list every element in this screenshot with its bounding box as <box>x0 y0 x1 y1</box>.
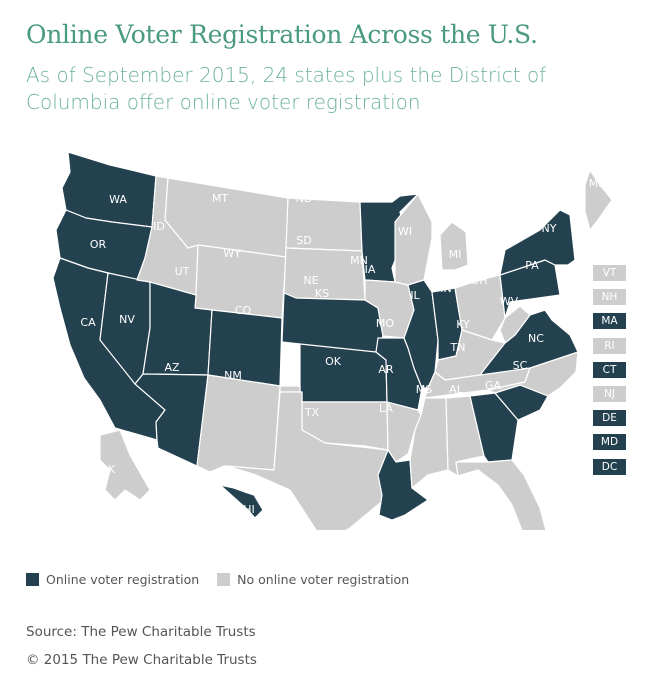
small-state-nj: NJ <box>593 386 626 402</box>
us-map <box>0 130 650 530</box>
small-state-de: DE <box>593 410 626 426</box>
state-nm <box>197 375 280 472</box>
state-label-co: CO <box>234 304 252 317</box>
state-label-il: IL <box>410 289 420 302</box>
source-note: Source: The Pew Charitable Trusts <box>26 624 256 640</box>
legend-item-online <box>26 572 199 587</box>
legend-label-no-online: No online voter registration <box>237 572 410 587</box>
state-label-wv: WV <box>499 295 519 308</box>
legend-label-online: Online voter registration <box>46 572 200 587</box>
legend-item-no-online <box>217 572 409 587</box>
state-ks <box>300 344 387 402</box>
state-label-mn: MN <box>350 254 368 267</box>
state-label-hi: HI <box>243 503 255 516</box>
state-label-me: ME <box>588 177 606 190</box>
state-label-ne: NE <box>303 274 319 287</box>
state-label-mi: MI <box>448 248 462 261</box>
state-label-pa: PA <box>525 259 539 272</box>
small-state-md: MD <box>593 434 626 450</box>
state-label-ca: CA <box>80 316 96 329</box>
state-label-nd: ND <box>295 192 313 205</box>
state-label-ny: NY <box>541 222 557 235</box>
legend-swatch-no-online <box>217 573 230 586</box>
chart-title: Online Voter Registration Across the U.S. <box>26 20 538 49</box>
small-state-dc: DC <box>593 459 626 475</box>
state-label-ak: AK <box>100 463 116 476</box>
state-label-ms: MS <box>415 383 433 396</box>
small-state-ri: RI <box>593 338 626 354</box>
state-co <box>208 310 282 386</box>
state-label-wa: WA <box>109 193 127 206</box>
state-label-mo: MO <box>375 317 395 330</box>
state-label-ks: KS <box>314 287 330 300</box>
small-states-list <box>593 265 626 483</box>
state-label-in: IN <box>440 282 452 295</box>
state-label-az: AZ <box>164 361 180 374</box>
legend <box>26 572 427 587</box>
state-label-sc: SC <box>512 359 528 372</box>
state-label-ia: IA <box>364 263 376 276</box>
state-label-al: AL <box>449 383 463 396</box>
legend-swatch-online <box>26 573 39 586</box>
state-fl <box>456 460 548 530</box>
small-state-ma: MA <box>593 313 626 329</box>
state-label-la: LA <box>379 402 393 415</box>
state-label-nm: NM <box>224 369 242 382</box>
copyright-note: © 2015 The Pew Charitable Trusts <box>26 652 257 668</box>
state-label-or: OR <box>89 238 107 251</box>
state-label-oh: OH <box>470 274 488 287</box>
state-label-va: VA <box>530 301 546 314</box>
small-state-ct: CT <box>593 362 626 378</box>
chart-subtitle: As of September 2015, 24 states plus the District of Columbia offer online voter registration <box>26 63 547 114</box>
small-state-vt: VT <box>593 265 626 281</box>
state-label-ar: AR <box>378 363 394 376</box>
state-hi <box>220 485 263 518</box>
state-label-ut: UT <box>174 265 190 278</box>
state-label-ky: KY <box>456 318 470 331</box>
state-label-ok: OK <box>325 355 341 368</box>
state-label-wy: WY <box>223 247 241 260</box>
state-label-fl: FL <box>518 433 532 446</box>
state-label-wi: WI <box>397 225 413 238</box>
state-label-id: ID <box>153 220 165 233</box>
state-label-mt: MT <box>211 192 229 205</box>
state-label-tn: TN <box>450 341 466 354</box>
state-label-nc: NC <box>528 332 544 345</box>
small-state-nh: NH <box>593 289 626 305</box>
state-label-ga: GA <box>484 379 502 392</box>
state-label-tx: TX <box>304 406 320 419</box>
state-label-nv: NV <box>119 313 135 326</box>
state-mi <box>440 222 468 270</box>
state-label-sd: SD <box>296 234 312 247</box>
